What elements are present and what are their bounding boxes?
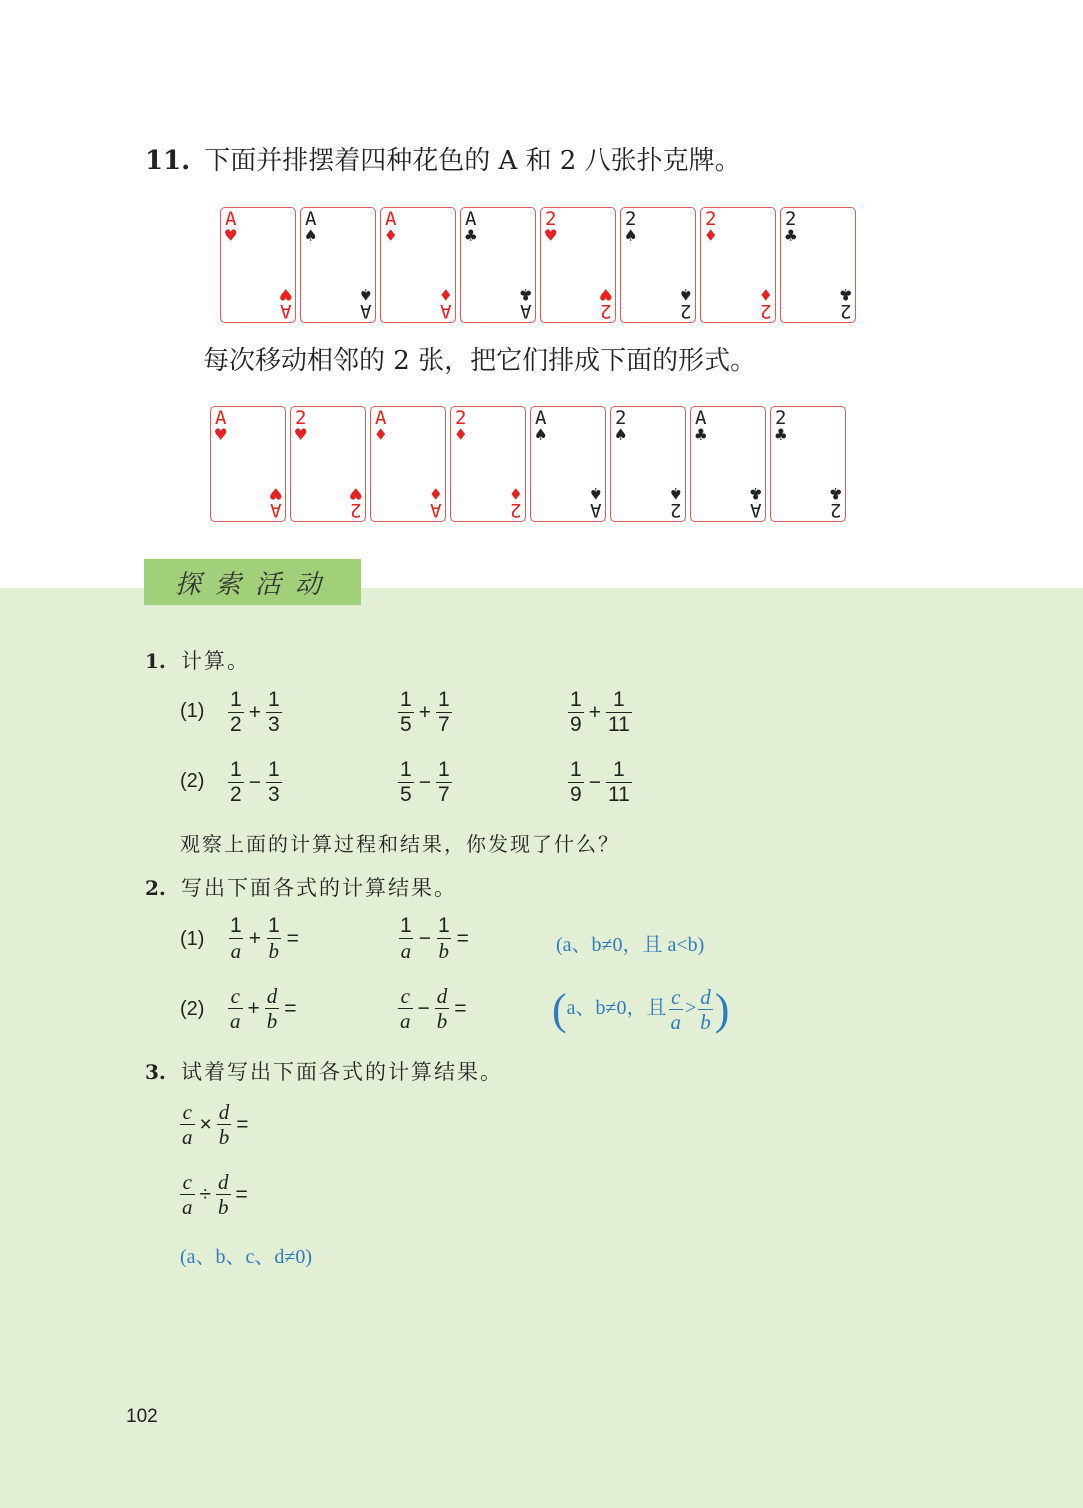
card-suit-icon: ♦ <box>705 225 717 247</box>
card-suit-icon: ♣ <box>519 283 531 305</box>
row-label: (2) <box>180 770 205 792</box>
playing-card <box>780 207 856 323</box>
expression: $\frac{c}{a}$ − $\frac{d}{b}$ = <box>400 984 467 1033</box>
denominator: 9 <box>570 713 582 736</box>
question-3 <box>145 1056 503 1086</box>
numerator: 1 <box>437 688 450 711</box>
playing-card <box>290 406 366 522</box>
condition-note: (a、b≠0，且 a<b) <box>556 934 705 956</box>
card-rank: 2 <box>839 300 851 322</box>
card-suit-icon: ♣ <box>465 225 477 247</box>
denominator: 11 <box>607 713 630 736</box>
numerator: 1 <box>570 688 582 711</box>
fraction <box>606 758 632 807</box>
card-corner-bottom <box>829 482 841 521</box>
card-corner-top <box>545 208 557 247</box>
playing-card <box>210 406 286 522</box>
card-rank: 2 <box>669 499 681 521</box>
condition-note: (a、b≠0，且 $\frac{c}{a}$ > $\frac{d}{b}$ ) <box>552 985 730 1034</box>
greater-than: > <box>685 997 697 1020</box>
card-corner-bottom <box>679 283 691 322</box>
numerator: 1 <box>267 688 280 711</box>
playing-card <box>700 207 776 323</box>
playing-card <box>370 406 446 522</box>
denominator: 11 <box>607 783 630 806</box>
row-label: (1) <box>180 928 205 950</box>
fraction <box>568 688 584 737</box>
card-corner-bottom <box>839 283 851 322</box>
card-corner-top <box>225 208 237 247</box>
card-suit-icon: ♠ <box>535 424 547 446</box>
card-corner-top <box>775 407 787 446</box>
expression: $\frac{1}{a}$ + $\frac{1}{b}$ = <box>230 914 299 963</box>
card-suit-icon: ♠ <box>305 225 317 247</box>
card-corner-bottom <box>279 283 291 322</box>
card-corner-bottom <box>749 482 761 521</box>
fraction <box>436 758 452 807</box>
page-number: 102 <box>126 1406 158 1427</box>
card-suit-icon: ♣ <box>839 283 851 305</box>
expression: $\frac{c}{a}$ ÷ $\frac{d}{b}$ = <box>182 1170 248 1219</box>
card-suit-icon: ♥ <box>599 283 611 305</box>
denominator: 7 <box>437 783 450 806</box>
card-rank: 2 <box>759 300 771 322</box>
problem-11-text <box>145 140 741 177</box>
condition-text: a、b≠0，且 <box>566 997 667 1020</box>
card-rank: 2 <box>599 300 611 322</box>
question-text: 计算。 <box>180 649 250 673</box>
denominator: 7 <box>437 713 450 736</box>
expression: $\frac{c}{a}$ + $\frac{d}{b}$ = <box>230 984 297 1033</box>
card-rank: A <box>269 499 281 521</box>
card-corner-top <box>465 208 477 247</box>
playing-card <box>770 406 846 522</box>
card-suit-icon: ♥ <box>349 482 361 504</box>
fraction-expression <box>226 688 284 737</box>
numerator: 1 <box>267 758 280 781</box>
card-suit-icon: ♥ <box>225 225 237 247</box>
operator: + <box>248 700 261 724</box>
fraction <box>228 758 244 807</box>
playing-card <box>690 406 766 522</box>
fraction <box>398 688 414 737</box>
card-suit-icon: ♦ <box>375 424 387 446</box>
card-rank: A <box>385 208 397 230</box>
card-rank: A <box>749 499 761 521</box>
operator: + <box>588 700 601 724</box>
section-header-tab <box>144 559 361 605</box>
question-number: 2. <box>145 876 166 900</box>
playing-card <box>610 406 686 522</box>
numerator: 1 <box>437 758 450 781</box>
card-suit-icon: ♣ <box>695 424 707 446</box>
playing-card <box>380 207 456 323</box>
card-suit-icon: ♣ <box>749 482 761 504</box>
card-rank: 2 <box>349 499 361 521</box>
operator: − <box>588 770 601 794</box>
card-corner-top <box>305 208 317 247</box>
card-corner-top <box>785 208 797 247</box>
instruction-text: 每次移动相邻的 2 张，把它们排成下面的形式。 <box>203 346 757 376</box>
condition-note: (a、b、c、d≠0) <box>180 1246 313 1268</box>
operator: − <box>248 770 261 794</box>
fraction-expression <box>396 688 454 737</box>
playing-card <box>220 207 296 323</box>
card-rank: 2 <box>625 208 637 230</box>
fraction-expression <box>566 688 634 737</box>
fraction <box>398 758 414 807</box>
card-rank: A <box>215 407 227 429</box>
question-number: 1. <box>145 649 166 673</box>
fraction <box>266 688 282 737</box>
card-rank: 2 <box>775 407 787 429</box>
numerator: 1 <box>613 758 625 781</box>
card-rank: 2 <box>509 499 521 521</box>
card-suit-icon: ♣ <box>829 482 841 504</box>
expression: $\frac{1}{a}$ − $\frac{1}{b}$ = <box>400 914 469 963</box>
card-row-original <box>220 207 860 323</box>
denominator: 9 <box>570 783 582 806</box>
denominator: 2 <box>230 783 242 806</box>
card-suit-icon: ♠ <box>359 283 371 305</box>
card-rank: A <box>465 208 477 230</box>
card-suit-icon: ♦ <box>385 225 397 247</box>
card-corner-bottom <box>429 482 441 521</box>
fraction-expression <box>396 758 454 807</box>
section-title: 探索活动 <box>175 570 336 600</box>
card-rank: A <box>279 300 291 322</box>
card-suit-icon: ♠ <box>589 482 601 504</box>
card-corner-bottom <box>359 283 371 322</box>
card-rank: A <box>375 407 387 429</box>
card-suit-icon: ♠ <box>625 225 637 247</box>
fraction-expression <box>566 758 634 807</box>
numerator: 1 <box>400 688 412 711</box>
card-corner-top <box>695 407 707 446</box>
card-rank: A <box>305 208 317 230</box>
fraction <box>436 688 452 737</box>
numerator: 1 <box>613 688 625 711</box>
playing-card <box>620 207 696 323</box>
card-corner-bottom <box>669 482 681 521</box>
card-corner-top <box>295 407 307 446</box>
card-rank: 2 <box>455 407 467 429</box>
card-corner-bottom <box>269 482 281 521</box>
card-rank: 2 <box>545 208 557 230</box>
card-rank: 2 <box>705 208 717 230</box>
card-rank: 2 <box>785 208 797 230</box>
card-corner-top <box>705 208 717 247</box>
card-suit-icon: ♦ <box>439 283 451 305</box>
card-corner-top <box>625 208 637 247</box>
card-row-target <box>210 406 850 522</box>
card-suit-icon: ♦ <box>429 482 441 504</box>
expression: $\frac{c}{a}$ × $\frac{d}{b}$ = <box>182 1100 249 1149</box>
fraction <box>606 688 632 737</box>
card-rank: A <box>589 499 601 521</box>
card-rank: 2 <box>679 300 691 322</box>
numerator: 1 <box>230 688 242 711</box>
card-corner-bottom <box>349 482 361 521</box>
card-corner-top <box>535 407 547 446</box>
card-corner-bottom <box>599 283 611 322</box>
card-suit-icon: ♠ <box>679 283 691 305</box>
denominator: 5 <box>400 713 412 736</box>
operator: − <box>418 770 431 794</box>
row-label: (1) <box>180 700 205 722</box>
problem-statement: 下面并排摆着四种花色的 A 和 2 八张扑克牌。 <box>204 146 741 176</box>
card-suit-icon: ♠ <box>615 424 627 446</box>
card-corner-top <box>215 407 227 446</box>
card-rank: 2 <box>615 407 627 429</box>
card-corner-top <box>375 407 387 446</box>
observe-prompt: 观察上面的计算过程和结果，你发现了什么？ <box>180 832 620 856</box>
card-rank: 2 <box>295 407 307 429</box>
denominator: 3 <box>267 713 280 736</box>
fraction-expression <box>226 758 284 807</box>
card-suit-icon: ♥ <box>295 424 307 446</box>
card-suit-icon: ♥ <box>279 283 291 305</box>
card-suit-icon: ♥ <box>545 225 557 247</box>
card-rank: A <box>519 300 531 322</box>
card-suit-icon: ♣ <box>785 225 797 247</box>
card-rank: A <box>429 499 441 521</box>
playing-card <box>530 406 606 522</box>
fraction <box>228 688 244 737</box>
exploration-section-bg <box>0 588 1083 1508</box>
card-suit-icon: ♠ <box>669 482 681 504</box>
card-suit-icon: ♦ <box>455 424 467 446</box>
card-corner-top <box>385 208 397 247</box>
card-corner-bottom <box>439 283 451 322</box>
card-rank: A <box>535 407 547 429</box>
card-corner-bottom <box>759 283 771 322</box>
card-suit-icon: ♦ <box>759 283 771 305</box>
fraction <box>568 758 584 807</box>
question-1 <box>145 645 250 675</box>
card-corner-bottom <box>519 283 531 322</box>
denominator: 2 <box>230 713 242 736</box>
card-rank: A <box>439 300 451 322</box>
card-corner-bottom <box>589 482 601 521</box>
card-suit-icon: ♥ <box>269 482 281 504</box>
playing-card <box>460 207 536 323</box>
playing-card <box>540 207 616 323</box>
denominator: 5 <box>400 783 412 806</box>
playing-card <box>300 207 376 323</box>
card-rank: A <box>225 208 237 230</box>
question-2 <box>145 872 457 902</box>
denominator: 3 <box>267 783 280 806</box>
card-corner-top <box>455 407 467 446</box>
question-number: 3. <box>145 1060 166 1084</box>
numerator: 1 <box>400 758 412 781</box>
card-corner-bottom <box>509 482 521 521</box>
operator: + <box>418 700 431 724</box>
card-corner-top <box>615 407 627 446</box>
card-rank: 2 <box>829 499 841 521</box>
question-text: 试着写出下面各式的计算结果。 <box>180 1060 503 1084</box>
playing-card <box>450 406 526 522</box>
card-suit-icon: ♦ <box>509 482 521 504</box>
question-text: 写出下面各式的计算结果。 <box>180 876 457 900</box>
card-suit-icon: ♥ <box>215 424 227 446</box>
fraction <box>266 758 282 807</box>
card-rank: A <box>695 407 707 429</box>
row-label: (2) <box>180 998 205 1020</box>
numerator: 1 <box>230 758 242 781</box>
problem-number: 11. <box>145 146 191 176</box>
numerator: 1 <box>570 758 582 781</box>
card-suit-icon: ♣ <box>775 424 787 446</box>
card-rank: A <box>359 300 371 322</box>
